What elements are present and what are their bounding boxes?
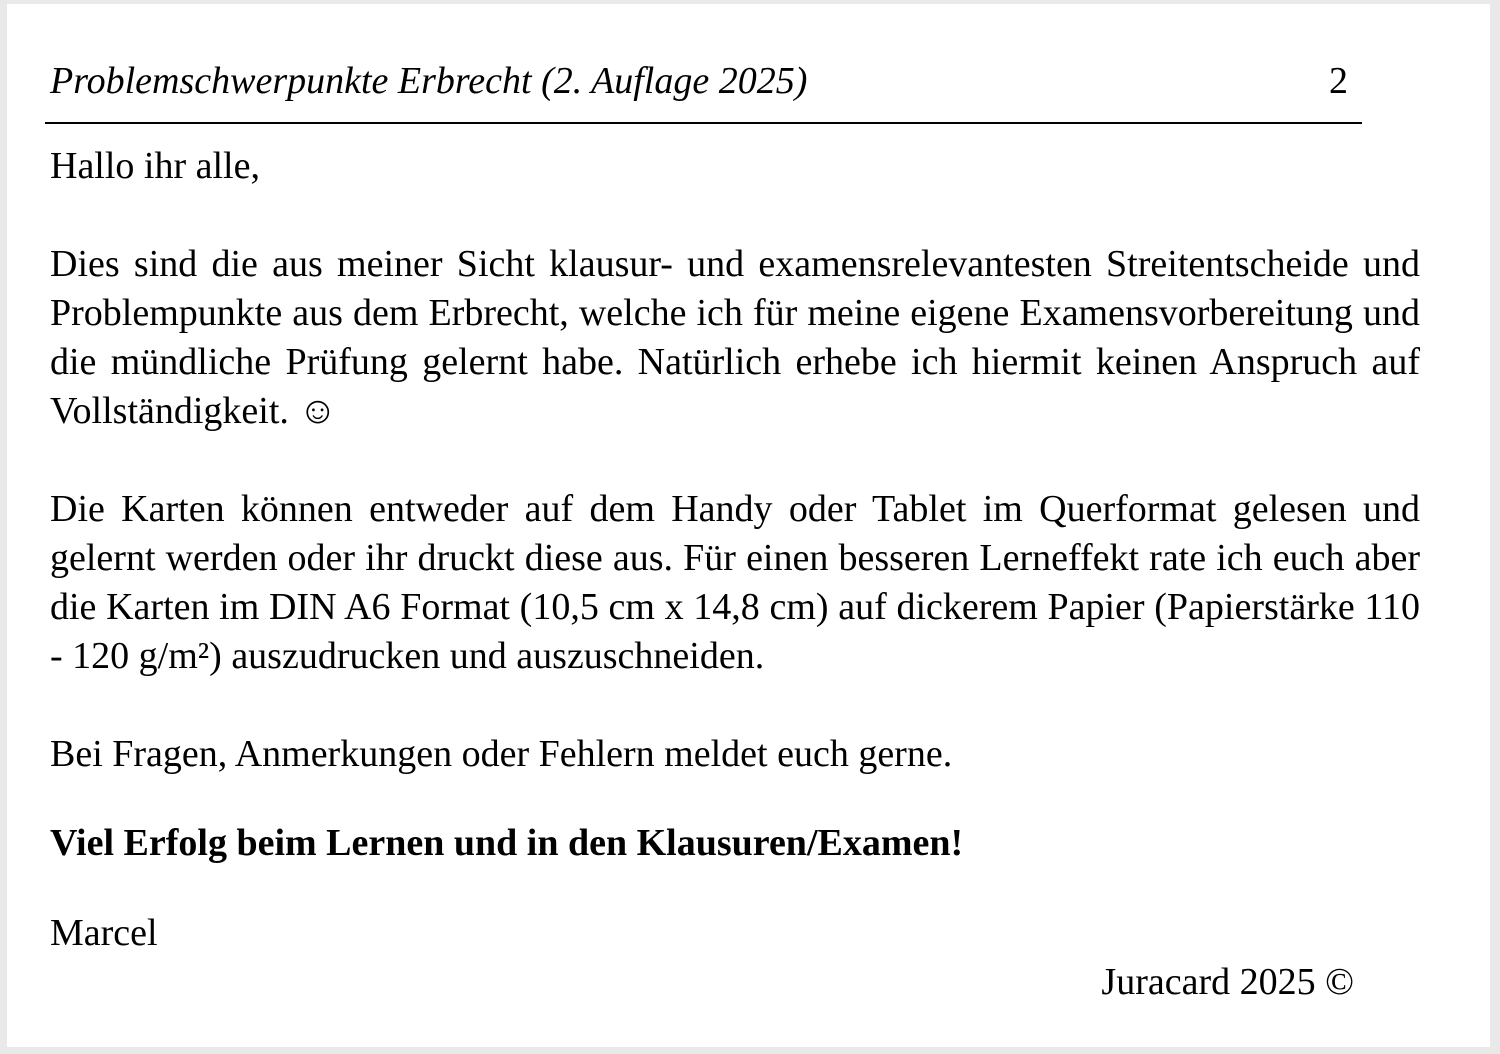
running-header	[50, 58, 1348, 108]
cards-paragraph: Die Karten können entweder auf dem Handy oder Tablet im Querformat gelesen und gelernt werden oder ihr druckt diese aus. Für einen besseren Lerneffekt rate ich euch aber die Karten im DIN A6 Format (10,5 cm x 14,8 cm) auf dickerem Papier (Papierstärke 110 - 120 g/m²) auszudrucken und auszuschneiden.	[50, 488, 1420, 677]
closing-line: Viel Erfolg beim Lernen und in den Klausuren/Examen!	[50, 822, 964, 864]
header-rule	[45, 122, 1362, 124]
greeting: Hallo ihr alle,	[50, 145, 260, 187]
document-page	[7, 4, 1490, 1047]
signature: Marcel	[50, 912, 158, 954]
page-number: 2	[1329, 60, 1348, 102]
document-body	[50, 142, 1420, 958]
copyright-notice: Juracard 2025 ©	[1101, 961, 1354, 1003]
questions-paragraph: Bei Fragen, Anmerkungen oder Fehlern meldet euch gerne.	[50, 733, 953, 775]
intro-paragraph: Dies sind die aus meiner Sicht klausur- und examensrelevantesten Streitentscheide und Problempunkte aus dem Erbrecht, welche ich für meine eigene Examensvorbereitung und die mündliche Prüfung gelernt habe. Natürlich erhebe ich hiermit keinen Anspruch auf Vollständigkeit. ☺	[50, 243, 1420, 432]
header-title: Problemschwerpunkte Erbrecht (2. Auflage 2025)	[50, 60, 808, 102]
